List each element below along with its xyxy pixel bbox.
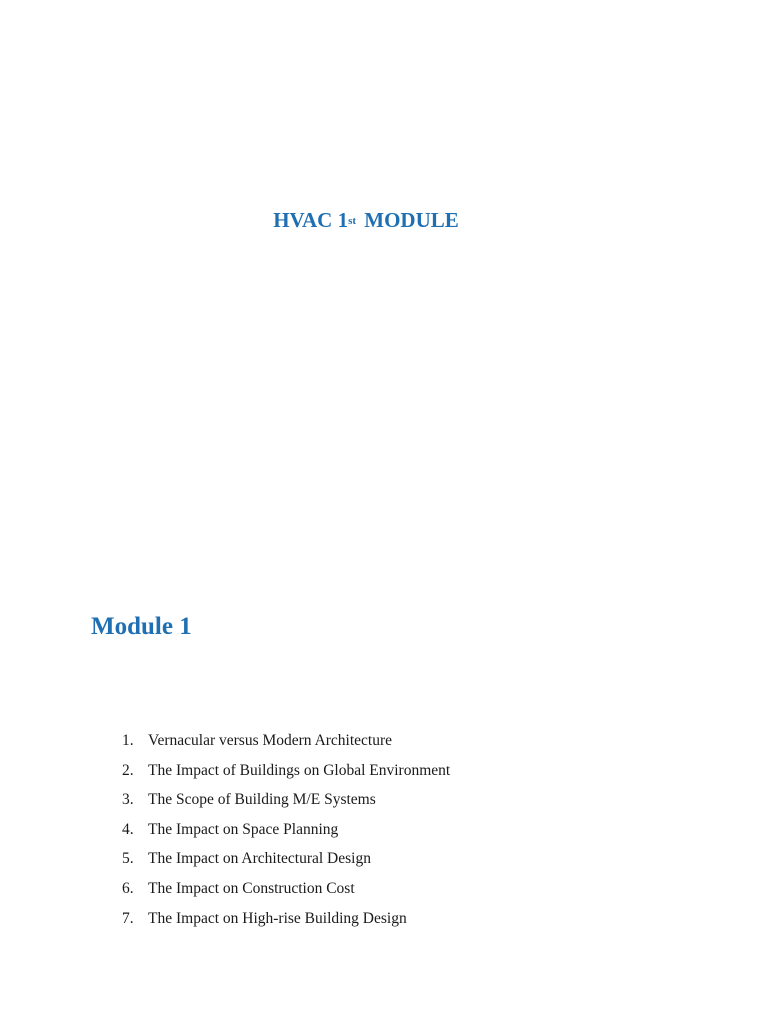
list-item-text: The Impact on Architectural Design: [148, 850, 371, 868]
list-item: [122, 908, 450, 938]
list-item-number: 6.: [122, 879, 134, 897]
list-item-text: The Impact on Construction Cost: [148, 879, 355, 897]
list-item-number: 3.: [122, 791, 134, 809]
topic-list: [122, 730, 450, 937]
section-heading: Module 1: [91, 613, 192, 640]
title-superscript: st: [348, 215, 357, 227]
list-item-number: 2.: [122, 761, 134, 779]
list-item-text: Vernacular versus Modern Architecture: [148, 732, 393, 749]
title-suffix: MODULE: [359, 208, 459, 232]
list-item-number: 5.: [122, 850, 134, 868]
list-item: [122, 878, 450, 908]
list-item-text: The Impact of Buildings on Global Environment: [148, 761, 451, 779]
list-item-text: The Impact on High-rise Building Design: [148, 909, 407, 927]
list-item-number: 4.: [122, 820, 134, 838]
list-item-number: 7.: [122, 909, 134, 927]
list-item-number: 1.: [122, 732, 134, 749]
list-item: [122, 789, 450, 819]
list-item: [122, 819, 450, 849]
list-item-text: The Impact on Space Planning: [148, 820, 339, 838]
list-item: [122, 848, 450, 878]
list-item: [122, 730, 450, 760]
list-item-text: The Scope of Building M/E Systems: [148, 791, 376, 809]
title-prefix: HVAC 1: [273, 208, 349, 232]
list-item: [122, 760, 450, 790]
document-title: [0, 206, 732, 234]
